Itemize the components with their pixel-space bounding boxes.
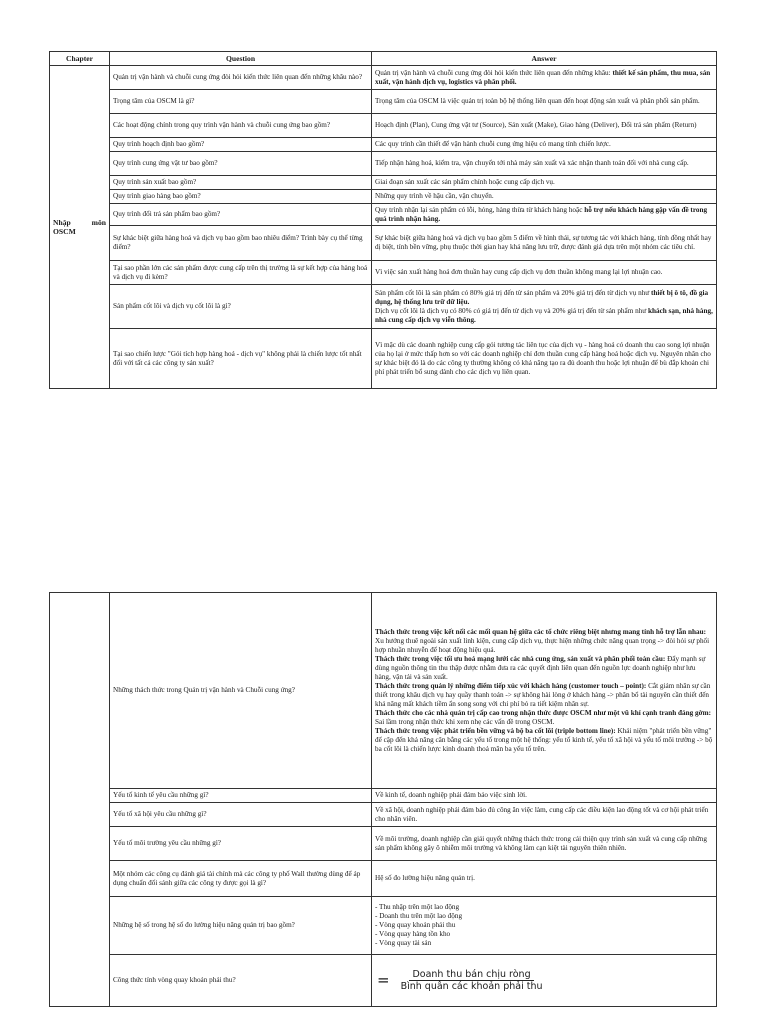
- question-cell: Các hoạt động chính trong quy trình vận hành và chuỗi cung ứng bao gồm?: [110, 114, 372, 138]
- answer-bold: Thách thức trong quản lý những điểm tiếp xúc với khách hàng (customer touch – point):: [375, 681, 647, 690]
- answer-cell: Sự khác biệt giữa hàng hoá và dịch vụ bao gồm 5 điểm về hình thái, sự tương tác với khách hàng, tính đồng nhất hay dị biệt, tính bền vững, phụ thuộc thời gian hay khả năng lưu trữ, được đánh giá dựa trên một nhóm các tiêu chí.: [372, 226, 717, 261]
- answer-text: Sai lầm trong nhận thức khi xem nhẹ các vấn đề trong OSCM.: [375, 717, 555, 726]
- question-cell: Một nhóm các công cụ đánh giá tài chính mà các công ty phố Wall thường dùng để áp dụng chuẩn đối sánh giữa các công ty được gọi là gì?: [110, 861, 372, 897]
- question-cell: Quy trình đổi trả sản phẩm bao gồm?: [110, 204, 372, 226]
- question-cell: Yếu tố kinh tế yêu cầu những gì?: [110, 789, 372, 803]
- question-cell: Tại sao chiến lược "Gói tích hợp hàng hoá - dịch vụ" không phải là chiến lược tốt nhất đối với tất cả các công ty sản xuất?: [110, 329, 372, 389]
- answer-bold: Thách thức cho các nhà quản trị cấp cao trong nhận thức được OSCM như một vũ khí cạnh tranh đáng gờm:: [375, 708, 711, 717]
- table-row: [50, 190, 717, 204]
- answer-cell: Các quy trình cần thiết để vận hành chuỗi cung ứng hiệu có mang tính chiến lược.: [372, 138, 717, 152]
- answer-text: Quy trình nhận lại sản phẩm có lỗi, hỏng, hàng thừa từ khách hàng hoặc: [375, 205, 585, 214]
- chapter-label: Nhập môn OSCM: [53, 218, 106, 236]
- answer-cell: [372, 66, 717, 90]
- fraction-denominator: Bình quân các khoản phải thu: [400, 981, 543, 992]
- answer-cell: Về kinh tế, doanh nghiệp phải đảm bảo việc sinh lời.: [372, 789, 717, 803]
- question-cell: Trọng tâm của OSCM là gì?: [110, 90, 372, 114]
- answer-cell: Tiếp nhận hàng hoá, kiểm tra, vận chuyển tới nhà máy sản xuất và xác nhận thanh toán đối với nhà cung cấp.: [372, 152, 717, 176]
- answer-bold: thiết bị ô tô, đồ gia dụng, hệ thống lưu trữ dữ liệu.: [375, 288, 709, 306]
- answer-text: Quản trị vận hành và chuỗi cung ứng đòi hỏi kiến thức liên quan đến những khâu:: [375, 68, 613, 77]
- answer-bold: khách sạn, nhà hàng, nhà cung cấp dịch vụ viễn thông.: [375, 306, 713, 324]
- answer-text: Xu hướng thuê ngoài sản xuất linh kiện, cung cấp dịch vụ, thực hiện những chức năng quan trọng -> đòi hỏi sự phối hợp nhuần nhuyễn để hoạt động hiệu quả.: [375, 636, 710, 654]
- table-row: [50, 66, 717, 90]
- table-row: [50, 204, 717, 226]
- list-item: - Vòng quay khoản phải thu: [375, 921, 456, 929]
- answer-text: Dịch vụ cốt lõi là dịch vụ có 80% có giá trị đến từ dịch vụ và 20% giá trị đến từ sản phẩm như: [375, 306, 648, 315]
- table-row: [50, 861, 717, 897]
- answer-bold: thiết kế sản phẩm, thu mua, sản xuất, vận hành dịch vụ, logistics và phân phối.: [375, 68, 711, 86]
- ratio-list: [375, 903, 713, 948]
- answer-text: Đẩy mạnh sự dùng nguồn thông tin thu thập được nhằm đưa ra các quyết định liên quan đến nguồn lực doanh nghiệp như lưu hàng, vận tải và sản xuất.: [375, 654, 706, 681]
- table-row: [50, 897, 717, 955]
- question-cell: Quy trình giao hàng bao gồm?: [110, 190, 372, 204]
- answer-cell: Trọng tâm của OSCM là việc quản trị toàn bộ hệ thống liên quan đến hoạt động sản xuất và phân phối sản phẩm.: [372, 90, 717, 114]
- answer-text: Sản phẩm cốt lõi là sản phẩm có 80% giá trị đến từ sản phẩm và 20% giá trị đến từ dịch vụ như: [375, 288, 651, 297]
- fraction-numerator: Doanh thu bán chịu ròng: [409, 970, 533, 981]
- answer-bold: Thách thức trong việc phát triển bền vững và bộ ba cốt lõi (triple bottom line):: [375, 726, 616, 735]
- qa-table-1: [49, 51, 717, 389]
- table-row: [50, 138, 717, 152]
- table-row: [50, 789, 717, 803]
- table-row: [50, 114, 717, 138]
- header-answer: Answer: [372, 52, 717, 66]
- answer-cell: [372, 285, 717, 329]
- list-item: - Vòng quay hàng tồn kho: [375, 930, 451, 938]
- question-cell: Yếu tố môi trường yêu cầu những gì?: [110, 827, 372, 861]
- table-row: [50, 226, 717, 261]
- qa-table-2: [49, 592, 717, 1007]
- table-row: [50, 803, 717, 827]
- answer-cell: Những quy trình về hậu cần, vận chuyển.: [372, 190, 717, 204]
- challenge-item: [375, 709, 713, 727]
- question-cell: Quy trình cung ứng vật tư bao gồm?: [110, 152, 372, 176]
- table-row: [50, 176, 717, 190]
- answer-cell: [372, 204, 717, 226]
- answer-cell: Giai đoạn sản xuất các sản phẩm chính hoặc cung cấp dịch vụ.: [372, 176, 717, 190]
- answer-cell: Hệ số đo lường hiệu năng quản trị.: [372, 861, 717, 897]
- question-cell: Quy trình sản xuất bao gồm?: [110, 176, 372, 190]
- question-cell: Công thức tính vòng quay khoản phải thu?: [110, 955, 372, 1007]
- fraction: [398, 970, 546, 991]
- question-cell: Sự khác biệt giữa hàng hoá và dịch vụ bao gồm bao nhiêu điểm? Trình bày cụ thể từng điểm?: [110, 226, 372, 261]
- receivables-turnover-formula: [375, 968, 713, 993]
- challenge-item: [375, 655, 713, 682]
- question-cell: Những hệ số trong hệ số đo lường hiệu năng quản trị bao gồm?: [110, 897, 372, 955]
- challenge-item: [375, 727, 713, 754]
- answer-cell: Về môi trường, doanh nghiệp cần giải quyết những thách thức trong cải thiện quy trình sản xuất và cung cấp những sản phẩm không gây ô nhiễm môi trường và không làm cạn kiệt tài nguyên thiên nhiên.: [372, 827, 717, 861]
- challenge-item: [375, 682, 713, 709]
- answer-cell: Về xã hội, doanh nghiệp phải đảm bảo đủ công ăn việc làm, cung cấp các điều kiện lao động tốt và cơ hội phát triển cho nhân viên.: [372, 803, 717, 827]
- header-row: [50, 52, 717, 66]
- equals-sign: =: [377, 971, 390, 989]
- answer-bold: Thách thức trong việc tối ưu hoá mạng lưới các nhà cung ứng, sản xuất và phân phối toàn cầu:: [375, 654, 666, 663]
- table-row: [50, 329, 717, 389]
- table-row: [50, 152, 717, 176]
- answer-cell: Vì mặc dù các doanh nghiệp cung cấp gói tương tác liên tục của dịch vụ - hàng hoá có doanh thu cao song lợi nhuận của họ lại ở mức thấp hơn so với các doanh nghiệp chỉ đơn thuần cung cấp hàng hoá hoặc dịch vụ. Nguyên nhân cho sự khác biệt đó là do các công ty thường không có khả năng tạo ra đủ doanh thu hoặc lợi nhuận để bù đắp khoản chi phí phát triển bổ sung dành cho các dịch vụ liên quan.: [372, 329, 717, 389]
- question-cell: Sản phẩm cốt lõi và dịch vụ cốt lõi là gì?: [110, 285, 372, 329]
- challenge-item: [375, 628, 713, 655]
- answer-cell: [372, 897, 717, 955]
- answer-cell: [372, 593, 717, 789]
- chapter-cell: [50, 66, 110, 389]
- answer-text: Cắt giảm nhân sự cần thiết trong khâu dịch vụ hay quầy thanh toán -> sự không hài lòng ở khách hàng -> phân bổ tài nguyên cần thiết đến khả năng mất khách tiềm ẩn song song với chi phí bỏ ra tiết kiệm nhân sự.: [375, 681, 711, 708]
- question-cell: Quy trình hoạch định bao gồm?: [110, 138, 372, 152]
- header-question: Question: [110, 52, 372, 66]
- answer-paragraph: [375, 307, 713, 325]
- answer-cell: Vì việc sản xuất hàng hoá đơn thuần hay cung cấp dịch vụ đơn thuần không mang lại lợi nhuận cao.: [372, 261, 717, 285]
- answer-cell: Hoạch định (Plan), Cung ứng vật tư (Source), Sản xuất (Make), Giao hàng (Deliver), Đổi trả sản phẩm (Return): [372, 114, 717, 138]
- table-row: [50, 90, 717, 114]
- table-row: [50, 285, 717, 329]
- answer-bold: hỗ trợ nếu khách hàng gặp vấn đề trong quá trình nhận hàng.: [375, 205, 708, 223]
- list-item: - Vòng quay tài sản: [375, 939, 432, 947]
- table-row: [50, 827, 717, 861]
- table-row: [50, 955, 717, 1007]
- question-cell: Quản trị vận hành và chuỗi cung ứng đòi hỏi kiến thức liên quan đến những khâu nào?: [110, 66, 372, 90]
- answer-text: Khái niệm "phát triển bền vững" để cập đến khả năng cân bằng các yếu tố trong một hệ thống: yếu tố kinh tế, yếu tố xã hội và yếu tố môi trường -> bộ ba cốt lõi là chiến lược kinh doanh thoả mãn ba yếu tố trên.: [375, 726, 713, 753]
- answer-cell: [372, 955, 717, 1007]
- question-cell: Những thách thức trong Quản trị vận hành và Chuỗi cung ứng?: [110, 593, 372, 789]
- answer-bold: Thách thức trong việc kết nối các mối quan hệ giữa các tổ chức riêng biệt nhưng mang tính hỗ trợ lẫn nhau:: [375, 627, 706, 636]
- question-cell: Tại sao phần lớn các sản phẩm được cung cấp trên thị trường là sự kết hợp của hàng hoá và dịch vụ đi kèm?: [110, 261, 372, 285]
- chapter-cell-empty: [50, 593, 110, 1007]
- answer-paragraph: [375, 289, 713, 307]
- table-row: [50, 593, 717, 789]
- list-item: - Doanh thu trên một lao động: [375, 912, 463, 920]
- list-item: - Thu nhập trên một lao động: [375, 903, 460, 911]
- header-chapter: Chapter: [50, 52, 110, 66]
- table-row: [50, 261, 717, 285]
- question-cell: Yếu tố xã hội yêu cầu những gì?: [110, 803, 372, 827]
